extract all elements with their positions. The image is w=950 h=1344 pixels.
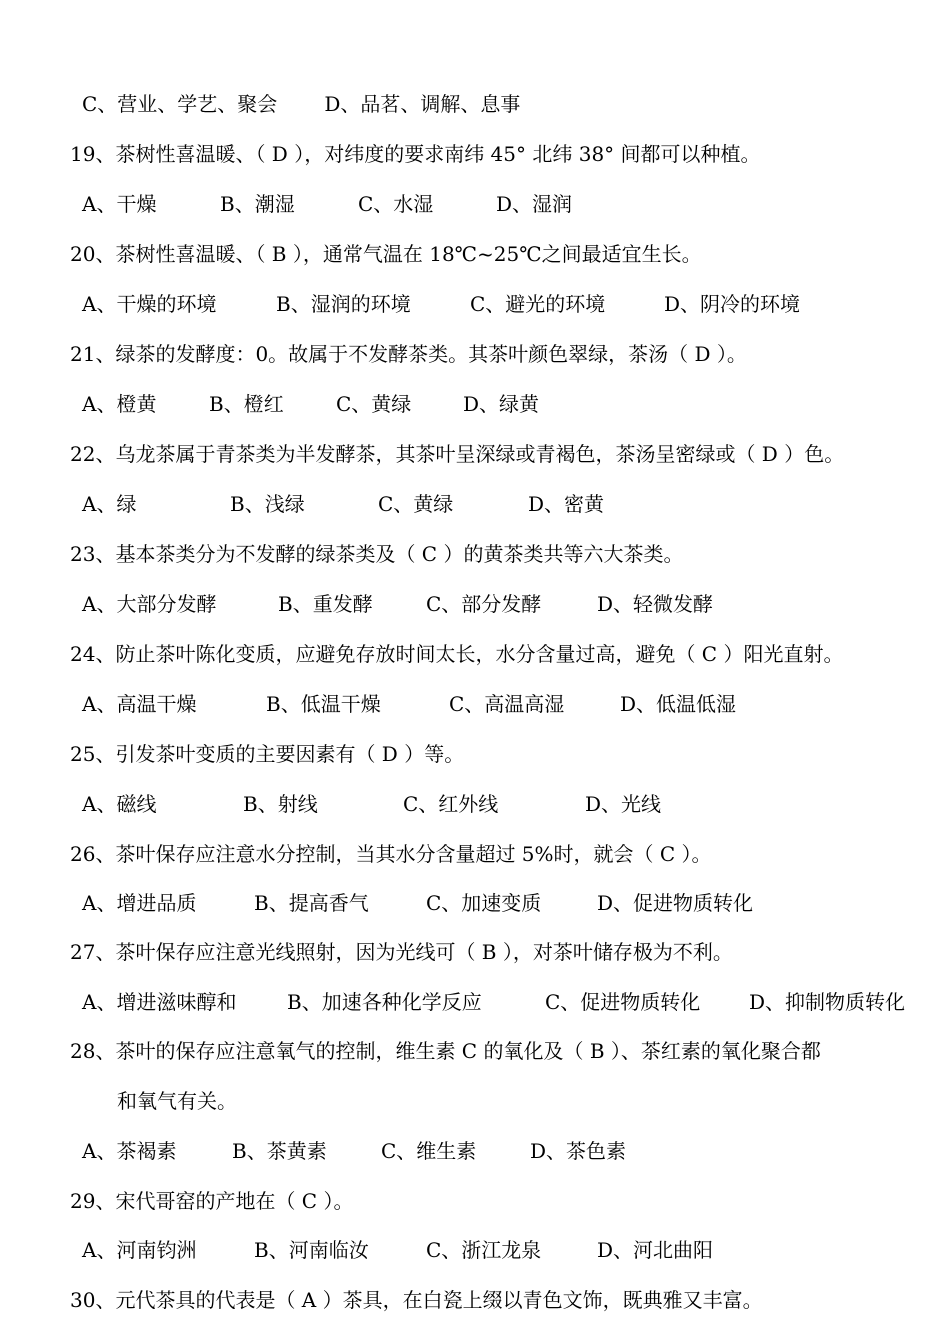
option: B、低温干燥 xyxy=(266,692,381,716)
question-line: 27、茶叶保存应注意光线照射，因为光线可（ B ），对茶叶储存极为不利。 xyxy=(70,940,733,964)
option: D、促进物质转化 xyxy=(597,891,754,915)
option: D、密黄 xyxy=(528,492,605,516)
option: B、射线 xyxy=(243,792,318,816)
options-line xyxy=(82,189,572,219)
option: A、增进滋味醇和 xyxy=(82,990,237,1014)
options-line xyxy=(82,689,736,719)
option: D、湿润 xyxy=(496,192,573,216)
option: C、黄绿 xyxy=(378,492,454,516)
option: D、阴冷的环境 xyxy=(664,292,801,316)
question-line: 28、茶叶的保存应注意氧气的控制，维生素 C 的氧化及（ B ）、茶红素的氧化聚合都 xyxy=(70,1039,821,1063)
question-line: 29、宋代哥窑的产地在（ C ）。 xyxy=(70,1189,354,1213)
option: B、重发酵 xyxy=(278,592,373,616)
options-line xyxy=(82,888,753,918)
option: B、河南临汝 xyxy=(254,1238,369,1262)
options-line xyxy=(82,289,800,319)
options-line xyxy=(82,789,661,819)
question-line: 20、茶树性喜温暖、（ B ），通常气温在 18℃~25℃之间最适宜生长。 xyxy=(70,242,702,266)
option: A、绿 xyxy=(82,492,137,516)
question-line: 23、基本茶类分为不发酵的绿茶类及（ C ）的黄茶类共等六大茶类。 xyxy=(70,542,684,566)
option: A、茶褐素 xyxy=(82,1139,177,1163)
option: C、黄绿 xyxy=(336,392,412,416)
option: C、加速变质 xyxy=(426,891,542,915)
options-line xyxy=(82,1136,626,1166)
option: B、茶黄素 xyxy=(232,1139,327,1163)
option: A、磁线 xyxy=(82,792,157,816)
question-line: 30、元代茶具的代表是（ A ）茶具，在白瓷上缀以青色文饰，既典雅又丰富。 xyxy=(70,1288,763,1312)
option: B、橙红 xyxy=(209,392,284,416)
option: B、提高香气 xyxy=(254,891,369,915)
option: D、轻微发酵 xyxy=(597,592,714,616)
option: D、绿黄 xyxy=(463,392,540,416)
option: A、增进品质 xyxy=(82,891,197,915)
option: A、河南钧洲 xyxy=(82,1238,197,1262)
option: D、品茗、调解、息事 xyxy=(324,92,521,116)
option: B、加速各种化学反应 xyxy=(287,990,482,1014)
option: D、光线 xyxy=(585,792,662,816)
option: C、避光的环境 xyxy=(470,292,606,316)
question-line: 25、引发茶叶变质的主要因素有（ D ）等。 xyxy=(70,742,465,766)
question-line: 19、茶树性喜温暖、（ D ），对纬度的要求南纬 45° 北纬 38° 间都可以种植。 xyxy=(70,142,761,166)
option: C、营业、学艺、聚会 xyxy=(82,92,278,116)
option: B、潮湿 xyxy=(220,192,295,216)
option: D、河北曲阳 xyxy=(597,1238,714,1262)
option: C、水湿 xyxy=(358,192,434,216)
question-line: 21、绿茶的发酵度：0。故属于不发酵茶类。其茶叶颜色翠绿，茶汤（ D ）。 xyxy=(70,342,747,366)
option: A、大部分发酵 xyxy=(82,592,217,616)
options-line xyxy=(82,987,905,1017)
option: B、湿润的环境 xyxy=(276,292,411,316)
option: D、抑制物质转化 xyxy=(749,990,906,1014)
option: A、橙黄 xyxy=(82,392,157,416)
option: D、茶色素 xyxy=(530,1139,627,1163)
option: A、干燥 xyxy=(82,192,157,216)
option: A、干燥的环境 xyxy=(82,292,217,316)
option: C、部分发酵 xyxy=(426,592,542,616)
option: B、浅绿 xyxy=(230,492,305,516)
options-line xyxy=(82,1235,713,1265)
options-line xyxy=(82,489,604,519)
options-line xyxy=(82,389,539,419)
option: A、高温干燥 xyxy=(82,692,197,716)
option: C、红外线 xyxy=(403,792,499,816)
question-line: 24、防止茶叶陈化变质，应避免存放时间太长，水分含量过高，避免（ C ）阳光直射。 xyxy=(70,642,844,666)
options-line xyxy=(82,89,520,119)
options-line xyxy=(82,589,713,619)
option: C、维生素 xyxy=(381,1139,477,1163)
question-line: 22、乌龙茶属于青茶类为半发酵茶，其茶叶呈深绿或青褐色，茶汤呈密绿或（ D ）色。 xyxy=(70,442,845,466)
option: C、促进物质转化 xyxy=(545,990,701,1014)
question-line: 26、茶叶保存应注意水分控制，当其水分含量超过 5%时，就会（ C ）。 xyxy=(70,842,712,866)
option: D、低温低湿 xyxy=(620,692,737,716)
question-continuation: 和氧气有关。 xyxy=(117,1089,237,1113)
option: C、浙江龙泉 xyxy=(426,1238,542,1262)
option: C、高温高湿 xyxy=(449,692,565,716)
